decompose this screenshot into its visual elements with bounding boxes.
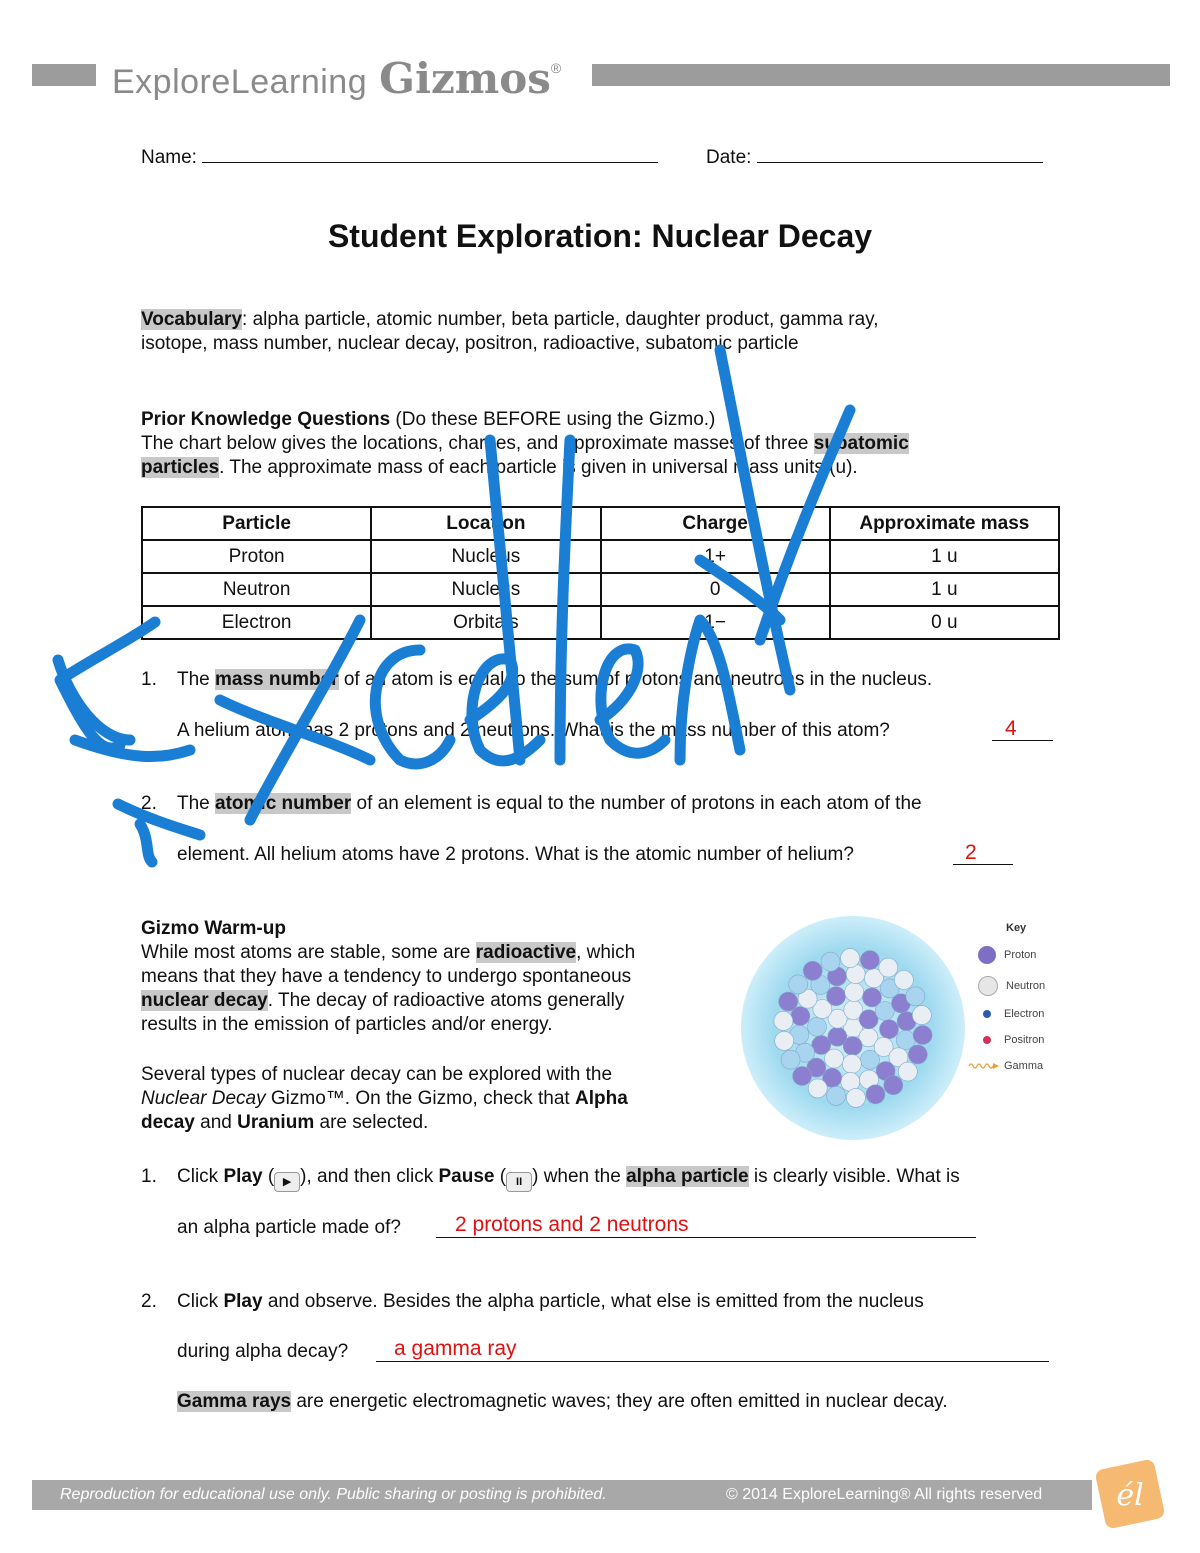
w1-text-c: ), and then click: [300, 1166, 439, 1187]
q2-pre: The: [177, 793, 216, 814]
nucleon: [879, 958, 898, 977]
pause-icon: II: [506, 1172, 532, 1192]
w2-gamma-rays: Gamma rays: [177, 1391, 292, 1412]
nucleon: [884, 1076, 903, 1095]
date-field[interactable]: [757, 142, 1043, 163]
w2-note: [177, 1390, 1067, 1414]
w1-alpha-particle: alpha particle: [626, 1166, 749, 1187]
warmup-alpha: Alpha: [575, 1088, 628, 1109]
nucleon: [846, 1088, 865, 1107]
page-title: Student Exploration: Nuclear Decay: [327, 218, 873, 254]
w1-text-e: ) when the: [532, 1166, 627, 1187]
table-header: Charge: [601, 507, 830, 540]
proton-icon: [978, 946, 996, 964]
key-item-electron: [978, 1008, 1044, 1020]
warmup-text: Several types of nuclear decay can be explored with the: [141, 1064, 613, 1085]
q1-number: 1.: [141, 669, 157, 690]
nucleon: [793, 1067, 812, 1086]
header-bar-right: [592, 64, 1170, 86]
prior-heading-note: (Do these BEFORE using the Gizmo.): [390, 409, 716, 430]
explorelearning-el-logo: [1094, 1458, 1166, 1530]
table-cell: 1 u: [830, 540, 1059, 573]
name-label: Name:: [141, 147, 197, 168]
table-cell: 1−: [601, 606, 830, 639]
warmup-text: are selected.: [314, 1112, 429, 1133]
prior-particles: particles: [141, 457, 220, 478]
neutron-icon: [978, 976, 998, 996]
nucleon: [808, 1079, 827, 1098]
warmup-nuclear-decay: nuclear decay: [141, 990, 268, 1011]
key-item-neutron: [978, 976, 1045, 996]
prior-line1: The chart below gives the locations, charges, and approximate masses of three: [141, 433, 814, 454]
w1-text: [177, 1165, 1067, 1192]
table-cell: Nucleus: [371, 540, 600, 573]
nucleon: [906, 987, 925, 1006]
table-header: Approximate mass: [830, 507, 1059, 540]
w1-text-d: (: [494, 1166, 507, 1187]
warmup-text: , which: [576, 942, 636, 963]
warmup-heading: Gizmo Warm-up: [141, 918, 286, 939]
q1-line2: A helium atom has 2 protons and 2 neutrons. What is the mass number of this atom?: [177, 720, 890, 741]
positron-icon: [983, 1036, 991, 1044]
key-item-gamma: [968, 1060, 1043, 1072]
q2-answer: 2: [965, 841, 977, 864]
table-row: [142, 540, 1059, 573]
nucleon: [789, 975, 808, 994]
w1-pause: Pause: [438, 1166, 495, 1187]
key-title: Key: [1006, 922, 1027, 934]
w2-number: 2.: [141, 1291, 157, 1312]
q1-mass-number: mass number: [215, 669, 339, 690]
nucleon: [803, 961, 822, 980]
w1-number: 1.: [141, 1166, 157, 1187]
prior-subatomic: subatomic: [813, 433, 909, 454]
w1-answer-blank[interactable]: [436, 1237, 976, 1238]
nucleon: [821, 952, 840, 971]
q2-number: 2.: [141, 793, 157, 814]
name-field[interactable]: [202, 142, 658, 163]
nucleon: [860, 951, 879, 970]
warmup-uranium: Uranium: [237, 1112, 315, 1133]
warmup-text: and: [194, 1112, 238, 1133]
warmup-text: means that they have a tendency to undergo spontaneous: [141, 966, 632, 987]
nucleon: [866, 1085, 885, 1104]
prior-line2: . The approximate mass of each particle is given in universal mass units (u).: [219, 457, 858, 478]
w1-text-f: is clearly visible. What is: [748, 1166, 960, 1187]
prior-heading: Prior Knowledge Questions: [141, 409, 391, 430]
w1-text-b: (: [262, 1166, 275, 1187]
q2-line2: element. All helium atoms have 2 protons. What is the atomic number of helium?: [177, 844, 854, 865]
q1-post: of an atom is equal to the sum of protons and neutrons in the nucleus.: [338, 669, 933, 690]
w1-text-a: Click: [177, 1166, 224, 1187]
explorelearning-gizmos-logo: [112, 54, 562, 103]
w2-text: [177, 1290, 1067, 1314]
key-label: Neutron: [1006, 980, 1046, 992]
w1-play: Play: [223, 1166, 263, 1187]
w2-note-text: are energetic electromagnetic waves; they are often emitted in nuclear decay.: [291, 1391, 948, 1412]
footer-copyright: © 2014 ExploreLearning® All rights reserved: [726, 1486, 1043, 1503]
gamma-wave-icon: [968, 1061, 1002, 1071]
warmup-gizmo-name: Nuclear Decay: [141, 1088, 266, 1109]
nucleon: [827, 987, 846, 1006]
q1-text: [177, 668, 1057, 692]
q2-post: of an element is equal to the number of protons in each atom of the: [351, 793, 922, 814]
table-header-row: [142, 507, 1059, 540]
nucleon: [894, 971, 913, 990]
warmup-block: [141, 917, 741, 1135]
key-item-positron: [978, 1034, 1044, 1046]
w2-play: Play: [223, 1291, 263, 1312]
brand-explore: ExploreLearning: [112, 63, 368, 101]
table-header: Location: [371, 507, 600, 540]
table-cell: Neutron: [142, 573, 371, 606]
w2-text-b: and observe. Besides the alpha particle, what else is emitted from the nucleus: [262, 1291, 924, 1312]
key-label: Positron: [1004, 1034, 1045, 1046]
q1-answer-blank[interactable]: [992, 740, 1053, 741]
particles-table: [141, 506, 1060, 640]
q2-text: [177, 792, 1057, 816]
vocabulary-line2: isotope, mass number, nuclear decay, positron, radioactive, subatomic particle: [141, 333, 799, 354]
w1-line2: an alpha particle made of?: [177, 1217, 401, 1238]
brand-gizmos: Gizmos: [379, 54, 551, 103]
key-item-proton: [978, 946, 1036, 964]
header-bar-left: [32, 64, 96, 86]
nucleus-image: [738, 914, 968, 1142]
table-header: Particle: [142, 507, 371, 540]
registered-mark: ®: [550, 60, 562, 76]
footer-disclaimer: Reproduction for educational use only. Public sharing or posting is prohibited.: [60, 1486, 607, 1503]
table-cell: 0: [601, 573, 830, 606]
table-cell: 1+: [601, 540, 830, 573]
nucleon: [774, 1012, 793, 1031]
w2-line2: during alpha decay?: [177, 1341, 349, 1362]
nucleon: [841, 949, 860, 968]
q2-answer-blank[interactable]: [953, 864, 1013, 865]
nucleon: [827, 1086, 846, 1105]
name-row: [141, 142, 658, 170]
nucleon: [912, 1006, 931, 1025]
nucleon: [781, 1050, 800, 1069]
table-cell: 0 u: [830, 606, 1059, 639]
vocabulary-block: [141, 308, 1061, 356]
warmup-text: While most atoms are stable, some are: [141, 942, 476, 963]
table-cell: Proton: [142, 540, 371, 573]
key-label: Gamma: [1004, 1060, 1044, 1072]
nucleon: [842, 1055, 861, 1074]
table-cell: Nucleus: [371, 573, 600, 606]
nucleon: [775, 1031, 794, 1050]
vocabulary-label: Vocabulary: [141, 309, 243, 330]
play-icon: ▶: [274, 1172, 300, 1192]
key-label: Proton: [1004, 949, 1037, 961]
table-cell: 1 u: [830, 573, 1059, 606]
svg-text:él: él: [1116, 1478, 1144, 1513]
table-row: [142, 573, 1059, 606]
w1-answer: 2 protons and 2 neutrons: [455, 1213, 689, 1236]
vocabulary-line1: : alpha particle, atomic number, beta particle, daughter product, gamma ray,: [242, 309, 879, 330]
nucleon: [808, 1017, 827, 1036]
nucleon: [880, 1020, 899, 1039]
nucleon: [779, 992, 798, 1011]
table-cell: Orbitals: [371, 606, 600, 639]
table-cell: Electron: [142, 606, 371, 639]
table-row: [142, 606, 1059, 639]
q2-atomic-number: atomic number: [215, 793, 352, 814]
q1-pre: The: [177, 669, 216, 690]
warmup-text: . The decay of radioactive atoms generally: [267, 990, 625, 1011]
date-label: Date:: [706, 147, 752, 168]
w2-answer: a gamma ray: [394, 1337, 517, 1360]
warmup-text: results in the emission of particles and/or energy.: [141, 1014, 553, 1035]
warmup-decay: decay: [141, 1112, 195, 1133]
date-row: [706, 142, 1043, 170]
nucleon: [845, 983, 864, 1002]
warmup-text: Gizmo™. On the Gizmo, check that: [265, 1088, 575, 1109]
electron-icon: [983, 1010, 991, 1018]
q1-answer: 4: [1005, 717, 1017, 740]
prior-knowledge-block: [141, 408, 1071, 480]
w2-answer-blank[interactable]: [376, 1361, 1049, 1362]
nucleon: [913, 1026, 932, 1045]
warmup-radioactive: radioactive: [475, 942, 577, 963]
nucleon: [898, 1062, 917, 1081]
key-label: Electron: [1004, 1008, 1045, 1020]
nucleon: [908, 1045, 927, 1064]
w2-text-a: Click: [177, 1291, 224, 1312]
